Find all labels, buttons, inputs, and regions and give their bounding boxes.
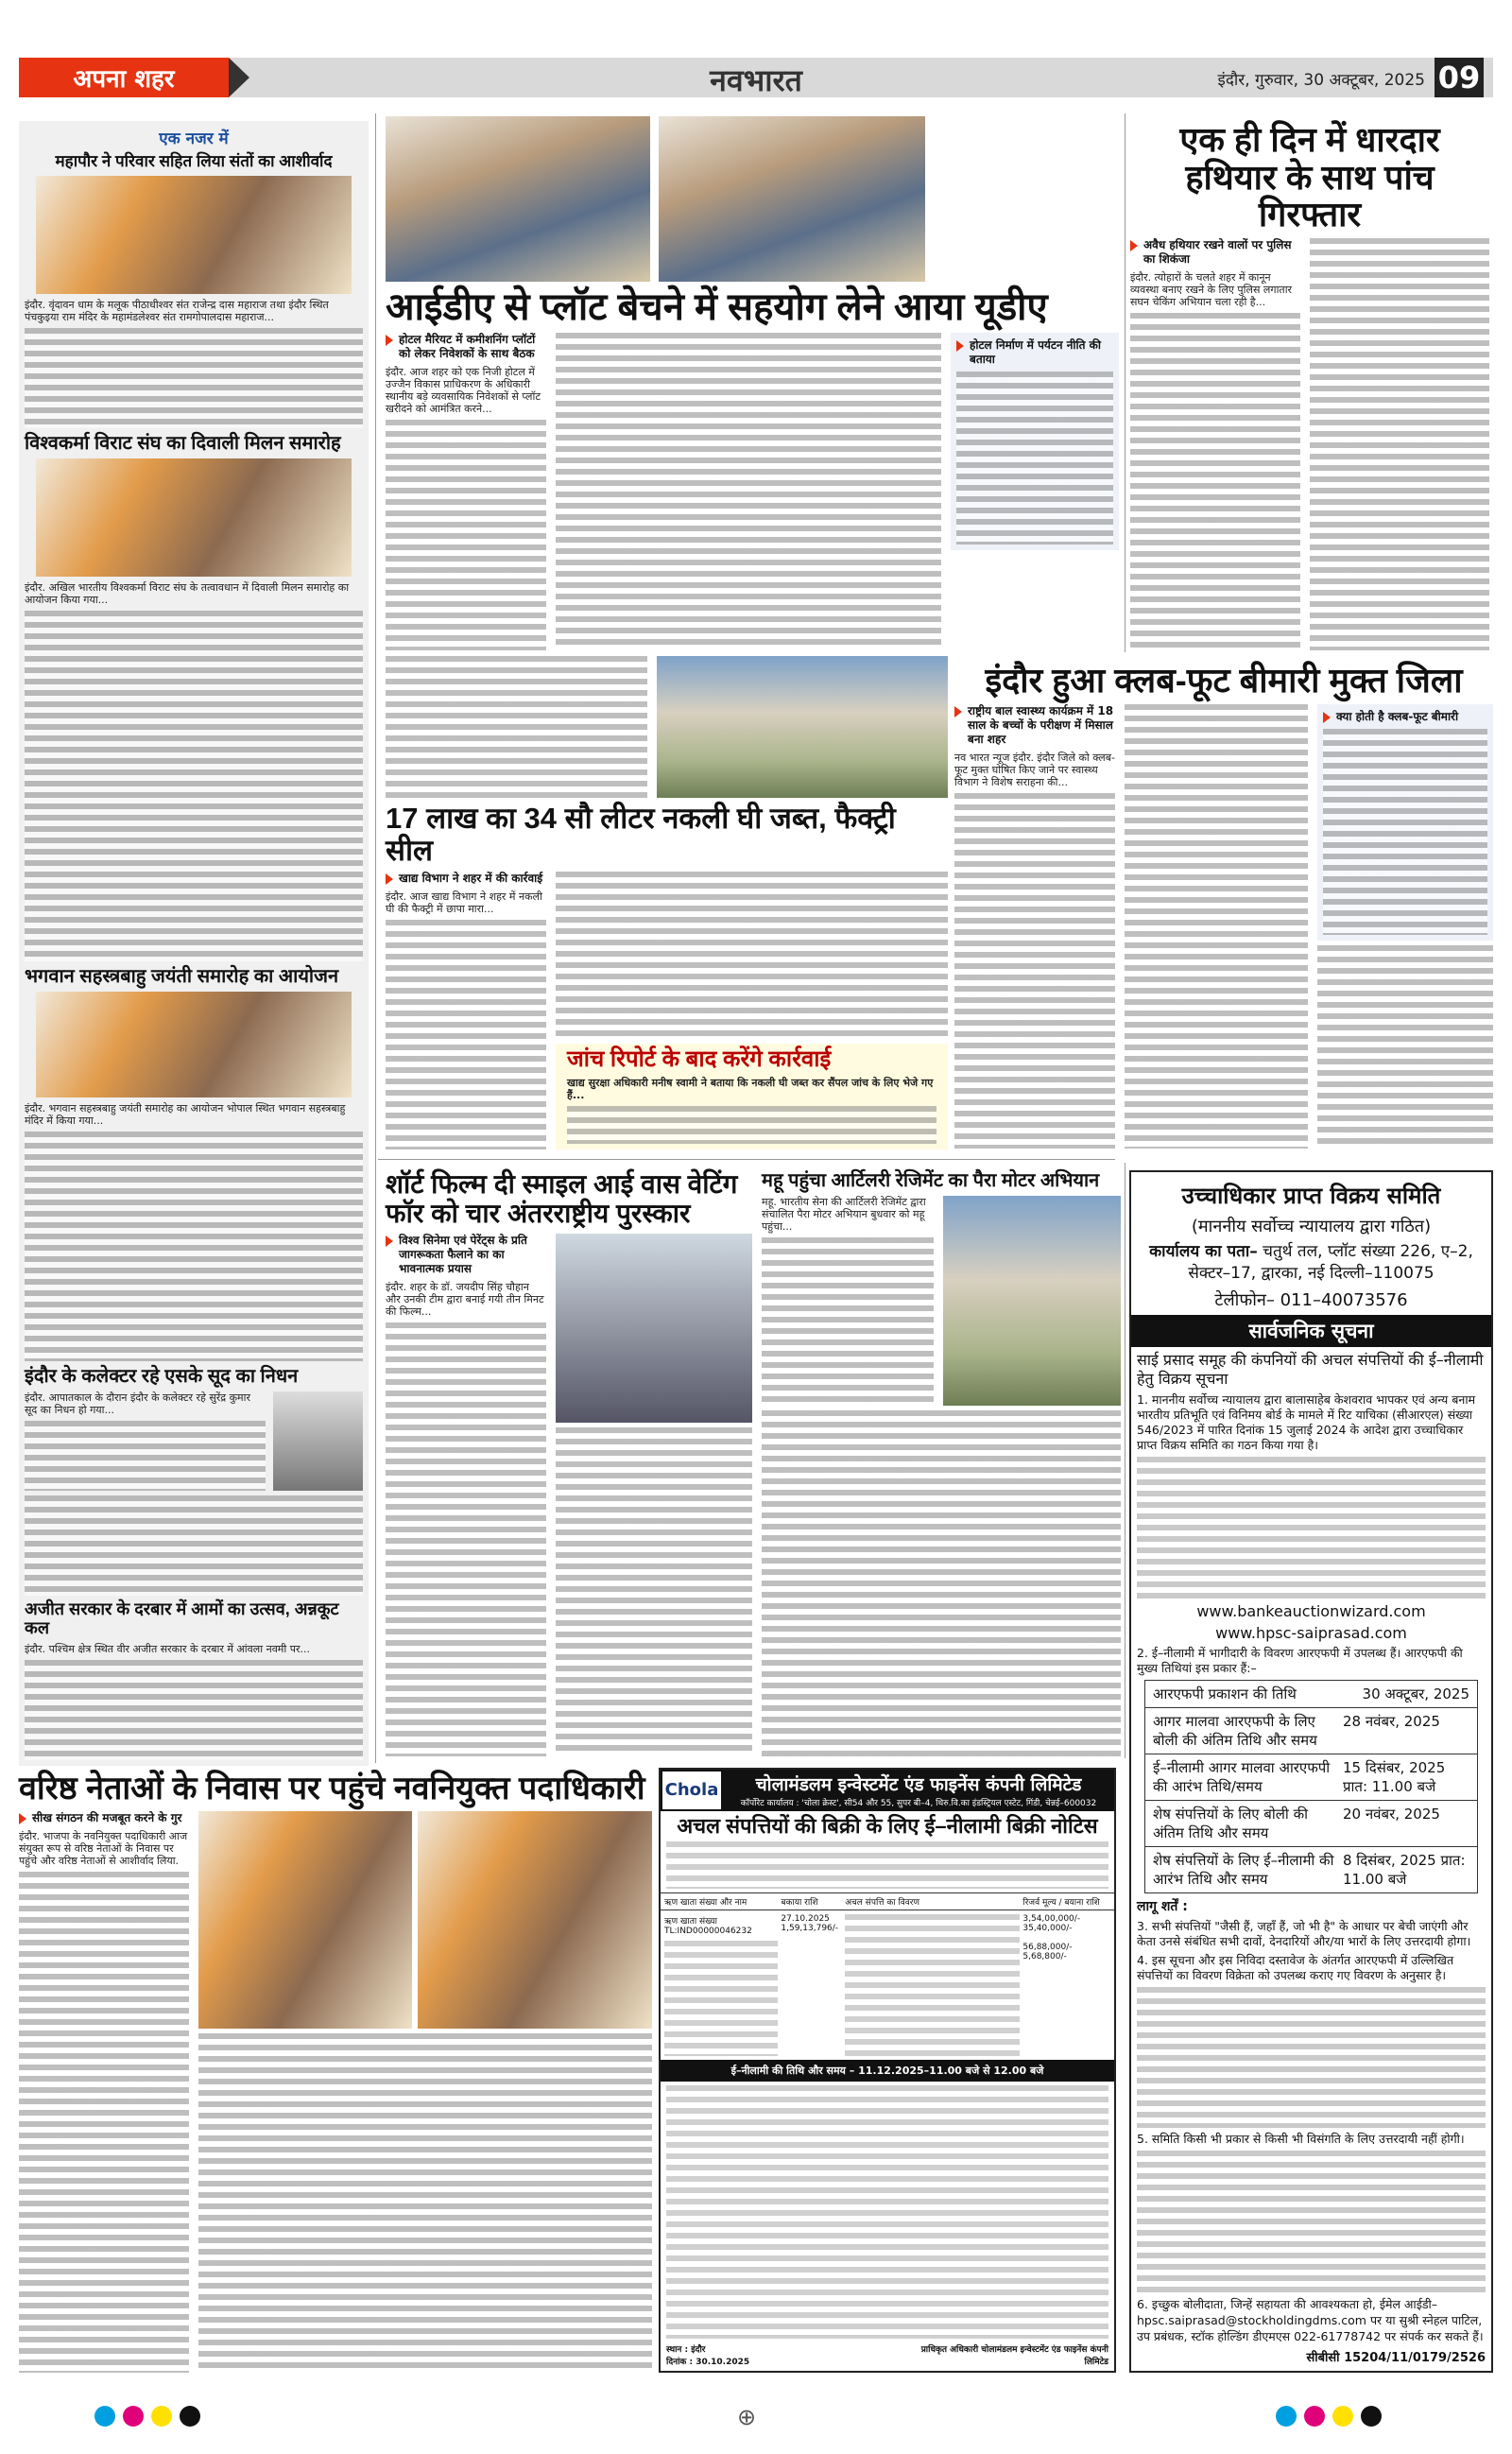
yellow-dot [1332, 2406, 1353, 2427]
notice-para-4: 4. इस सूचना और इस निविदा दस्तावेज के अंतर्गत आरएफपी में उल्लिखित संपत्तियों का विवरण विक्रेता को उपलब्ध कराए गए विवरण के अनुसार है। [1137, 1952, 1454, 1982]
schedule-value: 20 नवंबर, 2025 [1343, 1805, 1440, 1823]
mhow-article [762, 1170, 1121, 1756]
ghee-inset-box [556, 1044, 948, 1149]
chola-company-name: चोलामंडलम इन्वेस्टमेंट एंड फाइनेंस कंपनी लिमिटेड [755, 1774, 1082, 1795]
ad-phone: टेलीफोन– 011–40073576 [1214, 1290, 1408, 1310]
article-body [25, 1660, 363, 1760]
masthead: नवभारत [710, 62, 802, 98]
chola-ad-banner [661, 1770, 1114, 1811]
ida-subhead: होटल मैरियट में कमीशनिंग प्लॉटों को लेकर निवेशकों के साथ बैठक [386, 333, 546, 361]
chola-terms [666, 2085, 1108, 2339]
ida-body-cont [556, 333, 941, 650]
leaders-article [19, 1771, 652, 2373]
ida-headline: आईडीए से प्लॉट बेचने में सहयोग लेने आया यूडीए [386, 286, 1048, 328]
ghee-inset-text: खाद्य सुरक्षा अधिकारी मनीष स्वामी ने बताया कि नकली घी जब्त कर सैंपल जांच के लिए भेजे गए हैं... [567, 1077, 934, 1101]
schedule-value: 8 दिसंबर, 2025 प्रात: 11.00 बजे [1343, 1851, 1466, 1888]
ghee-photo [657, 656, 948, 798]
ad-address [1131, 1241, 1491, 1285]
clubfoot-sidebox-heading: क्या होती है क्लब-फूट बीमारी [1323, 710, 1487, 724]
arms-article [1130, 121, 1489, 650]
clubfoot-sidebox-body [1323, 729, 1487, 935]
arms-lead: इंदौर. त्योहारों के चलते शहर में कानून व्यवस्था बनाए रखने के लिए पुलिस लगातार सघन चेकिंग अभियान चला रही है... [1130, 270, 1293, 308]
notice-para-1: 1. माननीय सर्वोच्च न्यायालय द्वारा बालासाहेब केशवराव भापकर एवं अन्य बनाम भारतीय प्रतिभूति एवं विनिमय बोर्ड के मामले में रिट याचिका (सीआरएल) संख्या 546/2023 में पारित दिनांक 15 जुलाई 2024 के आदेश द्वारा उच्चाधिकार प्राप्त विक्रय समिति का गठन किया गया है। [1137, 1392, 1476, 1452]
magenta-dot [123, 2406, 144, 2427]
leaders-headline: वरिष्ठ नेताओं के निवास पर पहुंचे नवनियुक्त पदाधिकारी [19, 1771, 645, 1806]
black-dot [180, 2406, 200, 2427]
clubfoot-body-cont [1125, 704, 1308, 1149]
left-column-briefs [19, 121, 369, 1766]
portrait-photo [273, 1391, 363, 1491]
article-headline: अजीत सरकार के दरबार में आमों का उत्सव, अन्नकूट कल [25, 1599, 339, 1638]
notice-title: साई प्रसाद समूह की कंपनियों की अचल संपत्तियों की ई–नीलामी हेतु विक्रय सूचना [1137, 1351, 1484, 1388]
mhow-lead: महू. भारतीय सेना की आर्टिलरी रेजिमेंट द्वारा संचालित पैरा मोटर अभियान बुधवार को महू पहुंचा... [762, 1196, 926, 1233]
reserve-price: 56,88,000/- [1022, 1943, 1073, 1953]
leaders-photo [198, 1811, 412, 2029]
leaders-subhead: सीख संगठन की मजबूत करने के गुर [19, 1811, 189, 1825]
article-lead: इंदौर. अखिल भारतीय विश्वकर्मा विराट संघ के तत्वावधान में दिवाली मिलन समारोह का आयोजन किया गया... [25, 580, 350, 606]
mhow-top-row [762, 1196, 1121, 1406]
chola-logo-text: Chola [664, 1780, 719, 1800]
schedule-label: आरएफपी प्रकाशन की तिथि [1153, 1685, 1297, 1702]
clubfoot-lead: नव भारत न्यूज इंदौर. इंदौर जिले को क्लब-फूट मुक्त घोषित किए जाने पर स्वास्थ्य विभाग ने विशेष सराहना की... [954, 751, 1115, 788]
leaders-lead: इंदौर. भाजपा के नवनियुक्त पदाधिकारी आज संयुक्त रूप से वरिष्ठ नेताओं के निवास पर पहुंचे और वरिष्ठ नेताओं से आशीर्वाद लिया. [19, 1830, 188, 1868]
article-photo [36, 176, 352, 294]
schedule-table [1144, 1680, 1478, 1893]
sale-committee-ad [1129, 1170, 1493, 2373]
schedule-row [1145, 1800, 1477, 1846]
website-link[interactable]: www.hpsc-saiprasad.com [1215, 1623, 1407, 1642]
film-col [386, 1234, 546, 1756]
article-body [25, 1421, 266, 1491]
section-arrow-icon [229, 58, 249, 97]
chola-banner-text [725, 1771, 1112, 1809]
chola-office-address: कॉर्पोरेट कार्यालय : 'चोला क्रेस्ट', सी54 और 55, सुपर बी–4, थिरु.वि.का इंडस्ट्रियल एस्टेट, गिंडी, चेन्नई–600032 [740, 1799, 1097, 1808]
ghee-subhead: खाद्य विभाग ने शहर में की कार्रवाई [386, 872, 546, 886]
article-lead: इंदौर. पश्चिम क्षेत्र स्थित वीर अजीत सरकार के दरबार में आंवला नवमी पर... [25, 1643, 310, 1655]
terms-label: लागू शर्तें : [1137, 1898, 1188, 1914]
schedule-label: शेष संपत्तियों के लिए ई–नीलामी की आरंभ तिथि और समय [1153, 1851, 1334, 1888]
arms-headline: एक ही दिन में धारदार हथियार के साथ पांच गिरफ्तार [1179, 120, 1440, 234]
ida-photos [386, 116, 1119, 282]
ida-columns [386, 333, 1119, 650]
schedule-value: 15 दिसंबर, 2025 प्रात: 11.00 बजे [1343, 1758, 1446, 1795]
magenta-dot [1304, 2406, 1325, 2427]
notice-para-1-cont [1137, 1457, 1486, 1599]
clubfoot-body-cont2 [1317, 945, 1493, 1149]
arms-body-cont [1310, 238, 1489, 650]
column-header: रिजर्व मूल्य / बयाना राशि [1022, 1898, 1100, 1909]
column-header: बकाया राशि [781, 1898, 818, 1909]
ghee-lead: इंदौर. आज खाद्य विभाग ने शहर में नकली घी की फैक्ट्री में छापा मारा... [386, 890, 542, 916]
ida-sidebox [951, 333, 1119, 550]
clubfoot-columns [954, 704, 1493, 1149]
cyan-dot [1276, 2406, 1297, 2427]
ida-col [951, 333, 1119, 650]
borrower-details [664, 1941, 778, 2056]
notice-para-2: 2. ई–नीलामी में भागीदारी के विवरण आरएफपी में उपलब्ध हैं। आरएफपी की मुख्य तिथियां इस प्रकार हैं:– [1137, 1645, 1463, 1675]
film-col [556, 1234, 752, 1756]
film-article [386, 1170, 752, 1756]
audience-photo [659, 116, 925, 282]
chola-notice-title: अचल संपत्तियों की बिक्री के लिए ई–नीलामी बिक्री नोटिस [677, 1814, 1098, 1838]
film-body [386, 1322, 546, 1756]
loan-account: ऋण खाता संख्या TL:IND00000046232 [664, 1917, 752, 1937]
yellow-dot [151, 2406, 172, 2427]
article-body [25, 328, 363, 428]
divider [378, 1159, 1115, 1160]
ghee-inset-body [567, 1106, 936, 1144]
notice-para-4-cont [1137, 1987, 1486, 2129]
article-lead: इंदौर. वृंदावन धाम के मलूक पीठाधीश्वर संत राजेन्द्र दास महाराज तथा इंदौर स्थित पंचकुइया राम मंदिर के महामंडलेश्वर संत रामगोपालदास महाराज... [25, 298, 329, 323]
color-registration-marks [1276, 2406, 1382, 2427]
clubfoot-col [1317, 704, 1493, 1149]
schedule-value: 30 अक्टूबर, 2025 [1362, 1685, 1469, 1702]
ida-body [386, 420, 546, 650]
arms-body [1130, 313, 1300, 650]
ad-reference: सीबीसी 15204/11/0179/2526 [1306, 2351, 1486, 2366]
ida-sidebox-heading: होटल निर्माण में पर्यटन नीति की बताया [956, 338, 1113, 367]
ghee-col [556, 872, 948, 1149]
ida-sidebox-body [956, 372, 1113, 544]
film-subhead: विश्व सिनेमा एवं पेरेंट्स के प्रति जागरूकता फैलाने का का भावनात्मक प्रयास [386, 1234, 546, 1276]
notice-para-5-cont [1137, 2151, 1486, 2292]
schedule-row [1145, 1707, 1477, 1754]
notice-para-3: 3. सभी संपत्तियों "जैसी हैं, जहाँ हैं, जो भी है" के आधार पर बेची जाएंगी और केता उनसे संबंधित सभी दावों, देनदारियों और/या भारों के लिए उत्तरदायी होगा। [1137, 1918, 1471, 1948]
mhow-col [762, 1196, 934, 1406]
chola-cell [664, 1914, 778, 2056]
section-label: अपना शहर [19, 58, 229, 97]
outstanding-amount: 1,59,13,796/- [781, 1924, 839, 1934]
film-lead: इंदौर. शहर के डॉ. जयदीप सिंह चौहान और उनकी टीम द्वारा बनाई गयी तीन मिनट की फिल्म... [386, 1280, 544, 1318]
article-text [25, 1391, 266, 1491]
article-headline: भगवान सहस्त्रबाहु जयंती समारोह का आयोजन [25, 965, 339, 987]
column-header: ऋण खाता संख्या और नाम [664, 1898, 747, 1909]
chola-intro-text [666, 1841, 1108, 1889]
ghee-body-cont [556, 872, 948, 1038]
glance-label: एक नजर में [159, 130, 229, 148]
black-dot [1361, 2406, 1382, 2427]
property-details [845, 1914, 1020, 2056]
notice-para-6: 6. इच्छुक बोलीदाता, जिन्हें सहायता की आवश्यकता हो, ईमेल आईडी– hpsc.saiprasad@stockholdingdms.com पर या सुश्री स्नेहल पाटिल, उप प्रबंधक, स्टॉक होल्डिंग डीएमएस 022-61778742 पर संपर्क कर सकते हैं। [1137, 2297, 1484, 2344]
film-body-cont [556, 1427, 752, 1756]
leaders-body-cont [198, 2033, 652, 2373]
dateline: इंदौर, गुरुवार, 30 अक्टूबर, 2025 [1217, 71, 1425, 90]
chola-signatory: प्राधिकृत अधिकारी चोलामंडलम इन्वेस्टमेंट एंड फाइनेंस कंपनी लिमिटेड [920, 2345, 1108, 2367]
crosshair-mark-icon: ⊕ [737, 2404, 757, 2430]
ad-subtitle: (माननीय सर्वोच्च न्यायालय द्वारा गठित) [1191, 1217, 1432, 1236]
arms-columns [1130, 238, 1489, 650]
mhow-body-cont [762, 1410, 1121, 1756]
filmmaker-photo [556, 1234, 752, 1423]
schedule-value: 28 नवंबर, 2025 [1343, 1712, 1440, 1730]
ghee-top-row [386, 656, 948, 798]
article-lead: इंदौर. भगवान सहस्त्रबाहु जयंती समारोह का आयोजन भोपाल स्थित भगवान सहस्त्रबाहु मंदिर में किया गया... [25, 1101, 346, 1127]
chola-footer-left [666, 2342, 749, 2367]
clubfoot-sidebox [1317, 704, 1493, 941]
schedule-row [1145, 1754, 1477, 1800]
chola-cell [1022, 1914, 1110, 2056]
ghee-col [386, 872, 546, 1149]
paramotor-photo [943, 1196, 1121, 1406]
schedule-label: ई–नीलामी आगर मालवा आरएफपी की आरंभ तिथि/समय [1153, 1758, 1331, 1795]
article-photo [36, 992, 352, 1097]
ida-lead: इंदौर. आज शहर को एक निजी होटल में उज्जैन विकास प्राधिकरण के अधिकारी स्थानीय बड़े व्यवसायिक निवेशकों से प्लॉट खरीदने को आमंत्रित करने... [386, 366, 541, 415]
column-header: अचल संपत्ति का विवरण [845, 1898, 919, 1909]
meeting-photo [386, 116, 650, 282]
public-notice-banner: सार्वजनिक सूचना [1131, 1315, 1491, 1347]
ghee-article [386, 656, 948, 1149]
chola-logo [662, 1771, 721, 1809]
demand-date: 27.10.2025 [781, 1914, 830, 1925]
ad-title: उच्चाधिकार प्राप्त विक्रय समिति [1181, 1183, 1441, 1209]
ida-article [386, 116, 1119, 650]
ida-body-cont2 [386, 656, 647, 798]
ghee-columns [386, 872, 948, 1149]
arms-col [1130, 238, 1300, 650]
schedule-row [1145, 1680, 1477, 1707]
emd-amount: 35,40,000/- [1022, 1924, 1073, 1934]
address-text: चतुर्थ तल, प्लॉट संख्या 226, ए–2, सेक्टर–17, द्वारका, नई दिल्ली–110075 [1188, 1242, 1473, 1283]
article-body [25, 1132, 363, 1362]
schedule-label: आगर मालवा आरएफपी के लिए बोली की अंतिम तिथि और समय [1153, 1712, 1317, 1749]
address-label: कार्यालय का पता– [1149, 1242, 1258, 1261]
schedule-label: शेष संपत्तियों के लिए बोली की अंतिम तिथि और समय [1153, 1805, 1308, 1841]
chola-table-header [661, 1892, 1114, 1910]
clubfoot-article [954, 662, 1493, 1149]
article-headline: विश्वकर्मा विराट संघ का दिवाली मिलन समारोह [25, 432, 341, 454]
mhow-body [762, 1237, 934, 1406]
mhow-headline: महू पहुंचा आर्टिलरी रेजिमेंट का पैरा मोटर अभियान [762, 1170, 1100, 1191]
arms-subhead: अवैध हथियार रखने वालों पर पुलिस का शिकंजा [1130, 238, 1300, 267]
clubfoot-headline: इंदौर हुआ क्लब-फूट बीमारी मुक्त जिला [985, 661, 1463, 700]
clubfoot-subhead: राष्ट्रीय बाल स्वास्थ्य कार्यक्रम में 18 साल के बच्चों के परीक्षण में मिसाल बना शहर [954, 704, 1115, 747]
article-headline: महापौर ने परिवार सहित लिया संतों का आशीर्वाद [55, 152, 333, 170]
article-row [25, 1391, 363, 1491]
chola-ad [659, 1768, 1116, 2373]
schedule-row [1145, 1846, 1477, 1892]
color-registration-marks [94, 2406, 200, 2427]
article-headline: इंदौर के कलेक्टर रहे एसके सूद का निधन [25, 1366, 299, 1388]
website-link[interactable]: www.bankeauctionwizard.com [1196, 1601, 1426, 1620]
clubfoot-col [954, 704, 1115, 1149]
leaders-col [19, 1811, 189, 2373]
leaders-body [19, 1872, 189, 2373]
chola-auction-date: ई–नीलामी की तिथि और समय – 11.12.2025–11.00 बजे से 12.00 बजे [661, 2060, 1114, 2082]
page-number: 09 [1435, 58, 1484, 97]
ghee-body [386, 920, 546, 1149]
reserve-price: 3,54,00,000/- [1022, 1914, 1081, 1925]
leaders-columns [19, 1811, 652, 2373]
leaders-col [198, 1811, 652, 2373]
article-lead: इंदौर. आपातकाल के दौरान इंदौर के कलेक्टर रहे सुरेंद्र कुमार सूद का निधन हो गया... [25, 1391, 250, 1417]
article-body [25, 1495, 363, 1596]
chola-footer [661, 2342, 1114, 2371]
notice-para-5: 5. समिति किसी भी प्रकार से किसी भी विसंगति के लिए उत्तरदायी नहीं होगी। [1137, 2132, 1465, 2147]
chola-place: स्थान : इंदौर [666, 2345, 706, 2355]
column-divider [375, 113, 376, 1763]
emd-amount: 5,68,800/- [1022, 1952, 1067, 1962]
clubfoot-body [954, 793, 1115, 1149]
cyan-dot [94, 2406, 115, 2427]
chola-date: दिनांक : 30.10.2025 [666, 2358, 750, 2367]
film-headline: शॉर्ट फिल्म दी स्माइल आई वास वेटिंग फॉर को चार अंतरराष्ट्रीय पुरस्कार [386, 1169, 738, 1228]
chola-cell [781, 1914, 842, 2056]
article-body [25, 611, 363, 961]
ida-col [386, 333, 546, 650]
leaders-photos [198, 1811, 652, 2029]
leaders-photo [418, 1811, 652, 2029]
article-photo [36, 458, 352, 577]
ghee-headline: 17 लाख का 34 सौ लीटर नकली घी जब्त, फैक्ट्री सील [386, 802, 896, 868]
film-columns [386, 1234, 752, 1756]
ghee-inset-headline: जांच रिपोर्ट के बाद करेंगे कार्रवाई [567, 1046, 832, 1072]
chola-table-row [661, 1914, 1114, 2056]
